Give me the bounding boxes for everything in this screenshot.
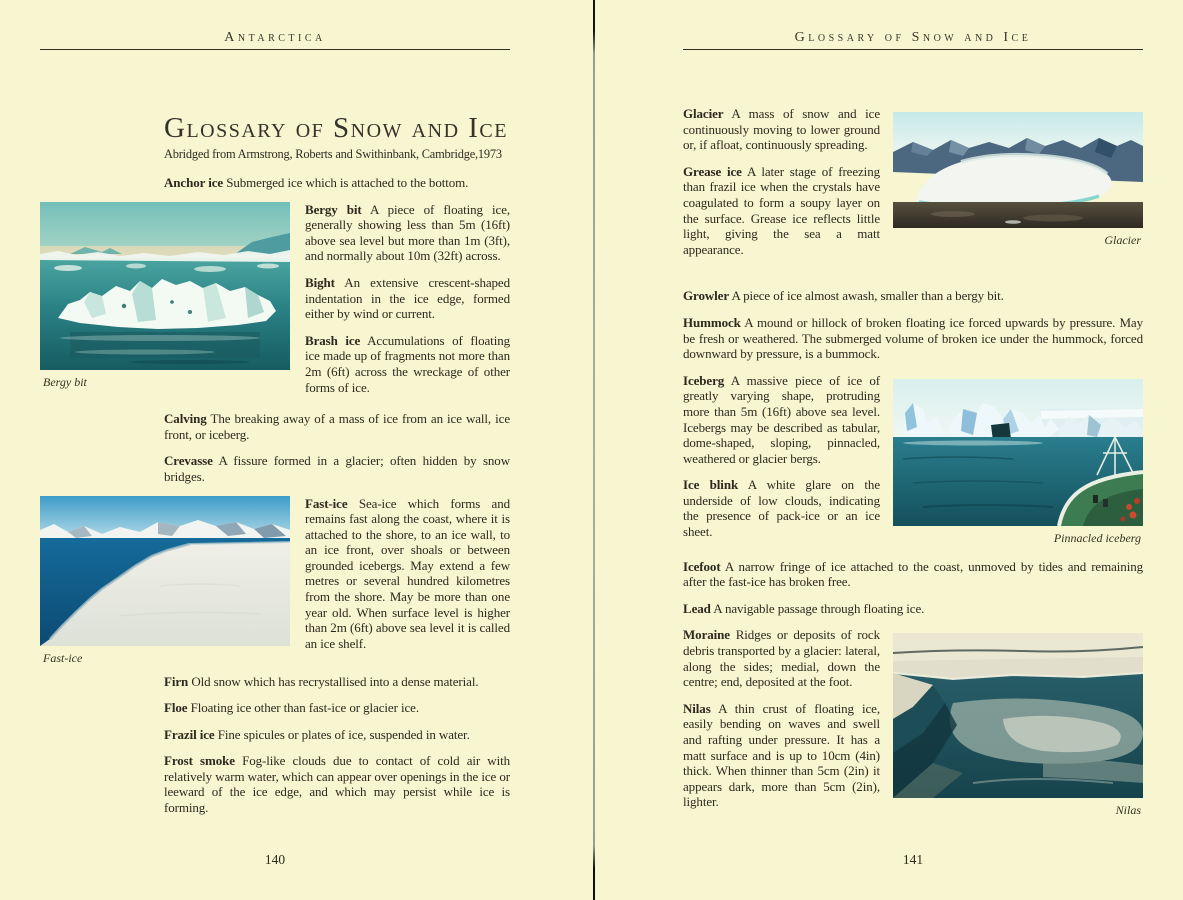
entry-column: [683, 373, 880, 551]
photo-text-row: [683, 627, 1143, 821]
entry-lead: [683, 601, 1143, 617]
entry-frazil-ice: [164, 727, 510, 743]
photo-caption: Nilas: [1115, 803, 1141, 818]
entry-bergy-bit: [305, 202, 510, 264]
entry-ice-blink: [683, 477, 880, 539]
page-title: Glossary of Snow and Ice: [164, 112, 508, 144]
entry-iceberg: [683, 373, 880, 467]
photo-caption: Fast-ice: [43, 650, 83, 665]
photo-bergy-bit: [40, 202, 290, 390]
entry-column: [305, 496, 510, 663]
entry-definition: Accumulations of floating ice made up of fragments not more than 2m (6ft) across the wreckage of other forms of ice.: [305, 332, 511, 395]
glacier-image: [893, 112, 1143, 228]
entry-firn: [164, 674, 510, 690]
entry-nilas: [683, 701, 880, 810]
entry-definition: A navigable passage through floating ice.: [713, 600, 925, 616]
entry-definition: Floating ice other than fast-ice or glacier ice.: [190, 700, 419, 716]
entry-term: Glacier: [683, 106, 724, 121]
photo-text-row: [40, 496, 510, 666]
header-rule: [683, 49, 1143, 50]
running-head: Glossary of Snow and Ice: [794, 30, 1032, 45]
photo-text-row: [40, 202, 510, 407]
fast-ice-image: [40, 496, 290, 646]
bergy-bit-image: [40, 202, 290, 370]
entry-definition: A massive piece of ice of greatly varying shape, protruding more than 5m (16ft) above sea level. Icebergs may be described as tabular, dome-shaped, sloping, pinnacled, weathered or glacier bergs.: [683, 372, 880, 466]
entry-column: [305, 202, 510, 407]
entry-grease-ice: [683, 164, 880, 258]
entry-floe: [164, 700, 510, 716]
entry-term: Crevasse: [164, 453, 213, 469]
photo-nilas: [893, 633, 1143, 818]
entry-definition: Sea-ice which forms and remains fast along the coast, where it is attached to the shore, to an ice wall, to an ice front, over shoals or between grounded icebergs. May extend a few metres or several hundred kilometres from the shore. May be more than one year old. When surface level is higher than 2m (6ft) above sea level it is called an ice shelf.: [305, 495, 510, 651]
entry-calving: [164, 411, 510, 442]
page-number: 140: [264, 852, 286, 867]
photo-caption: Pinnacled iceberg: [1053, 530, 1141, 545]
header-rule: [40, 49, 510, 50]
photo-text-row: [683, 106, 1143, 268]
entry-term: Brash ice: [305, 332, 361, 348]
entry-column: [683, 106, 880, 268]
entry-term: Frazil ice: [164, 726, 215, 742]
entry-term: Frost smoke: [164, 753, 235, 769]
entry-definition: A fissure formed in a glacier; often hidden by snow bridges.: [164, 453, 510, 484]
entry-crevasse: [164, 453, 510, 484]
photo-fast-ice: [40, 496, 290, 666]
entry-definition: A piece of ice almost awash, smaller than a bergy bit.: [731, 288, 1004, 304]
entry-term: Grease ice: [683, 163, 742, 179]
page-header: [40, 30, 510, 50]
entry-frost-smoke: [164, 753, 510, 815]
entry-anchor-ice: [164, 175, 510, 191]
entry-term: Moraine: [683, 627, 730, 643]
page-right: [594, 0, 1183, 900]
entry-term: Icefoot: [683, 558, 721, 574]
entry-definition: A white glare on the underside of low clouds, indicating the presence of pack-ice or an ice sheet.: [683, 477, 880, 540]
photo-caption: Bergy bit: [43, 374, 87, 389]
entry-definition: A mass of snow and ice continuously moving to lower ground or, if afloat, continuously spreading.: [683, 106, 880, 153]
entry-term: Hummock: [683, 314, 741, 330]
photo-pinnacled-iceberg: [893, 379, 1143, 546]
page-number: 141: [902, 852, 924, 867]
entry-term: Calving: [164, 411, 207, 427]
entry-definition: Submerged ice which is attached to the bottom.: [226, 175, 469, 190]
nilas-image: [893, 633, 1143, 798]
entry-definition: A later stage of freezing than frazil ice when the crystals have coagulated to form a soupy layer on the surface. Grease ice reflects little light, giving the sea a matt appearance.: [683, 163, 880, 257]
pinnacled-iceberg-image: [893, 379, 1143, 526]
entry-definition: An extensive crescent-shaped indentation in the ice edge, formed either by wind or current.: [305, 274, 510, 322]
entry-definition: Ridges or deposits of rock debris transported by a glacier: lateral, along the sides; medial, down the centre; end, deposited at the foot.: [683, 627, 880, 690]
entry-term: Floe: [164, 700, 188, 716]
entry-definition: Fog-like clouds due to contact of cold air with relatively warm water, which can appear over openings in the ice or leeward of the ice edge, and which may persist while ice is forming.: [164, 753, 510, 816]
entry-definition: A narrow fringe of ice attached to the coast, unmoved by tides and remaining after the fast-ice has broken free.: [683, 558, 1144, 590]
entry-term: Ice blink: [683, 477, 739, 493]
entry-term: Nilas: [683, 700, 711, 716]
entry-term: Iceberg: [683, 372, 725, 388]
entry-term: Fast-ice: [305, 495, 348, 511]
entry-definition: A thin crust of floating ice, easily bending on waves and swell and rafting under pressure. It has a matt surface and is up to 10cm (4in) thick. When thinner than 5cm (2in) it appears dark, more than 5cm (2in), lighter.: [683, 700, 880, 810]
entry-brash-ice: [305, 333, 510, 395]
entry-glacier: [683, 106, 880, 153]
entry-definition: Fine spicules or plates of ice, suspended in water.: [217, 726, 470, 742]
entry-term: Bight: [305, 274, 335, 290]
entry-fast-ice: [305, 496, 510, 652]
photo-text-row: [683, 373, 1143, 551]
page-subtitle: Abridged from Armstrong, Roberts and Swithinbank, Cambridge,1973: [164, 147, 502, 161]
entry-definition: A mound or hillock of broken floating ice forced upwards by pressure. May be fresh or weathered. The submerged volume of broken ice under the hummock, forced downward by pressure, is a bummock.: [683, 314, 1143, 362]
entry-definition: A piece of floating ice, generally showing less than 5m (16ft) above sea level but more than 1m (3ft), and normally about 10m (32ft) across.: [305, 201, 511, 264]
entry-moraine: [683, 627, 880, 689]
entry-term: Anchor ice: [164, 175, 224, 190]
entry-term: Growler: [683, 288, 729, 304]
entry-definition: The breaking away of a mass of ice from an ice wall, ice front, or iceberg.: [164, 411, 510, 442]
running-head: Antarctica: [224, 30, 326, 45]
entry-column: [683, 627, 880, 821]
entry-hummock: [683, 315, 1143, 362]
photo-glacier: [893, 112, 1143, 248]
entry-definition: Old snow which has recrystallised into a dense material.: [191, 673, 479, 689]
entry-icefoot: [683, 559, 1143, 590]
entry-growler: [683, 288, 1143, 304]
entry-term: Bergy bit: [305, 201, 362, 217]
entry-term: Firn: [164, 673, 189, 689]
photo-caption: Glacier: [1104, 233, 1141, 247]
entry-bight: [305, 275, 510, 322]
page-header: [683, 30, 1143, 50]
entry-term: Lead: [683, 600, 711, 616]
